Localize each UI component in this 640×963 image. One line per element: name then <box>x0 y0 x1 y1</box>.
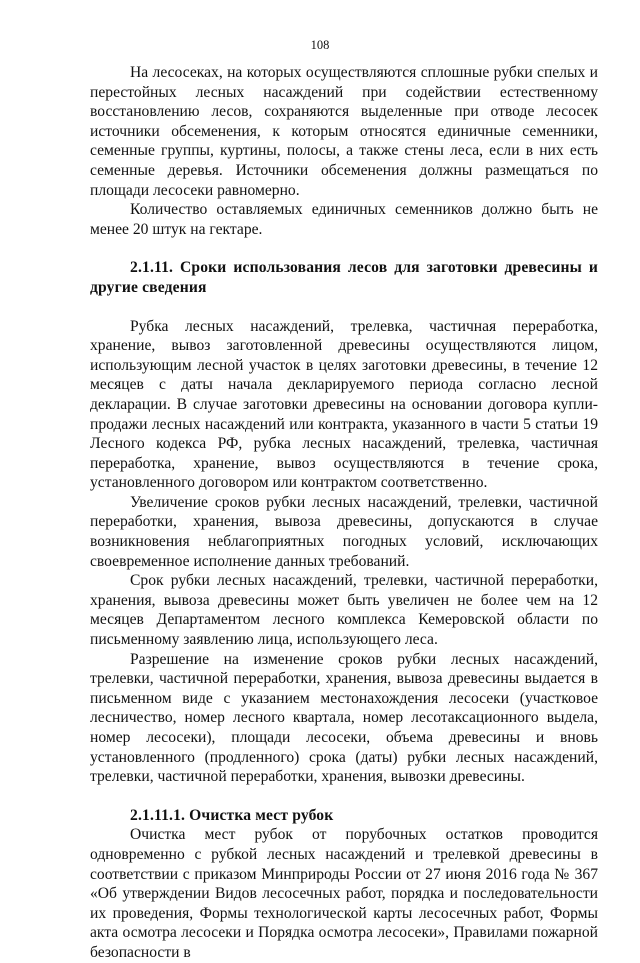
paragraph-site-cleaning: Очистка мест рубок от порубочных остатков проводится одновременно с рубкой лесных насаждений и трелевкой древесины в соответствии с приказом Минприроды России от 27 июня 2016 года № 367 «Об утверждении Видов лесосечных работ, порядка и последовательности их проведения, Формы технологической карты лесосечных работ, Формы акта осмотра лесосеки и Порядка осмотра лесосеки», Правилами пожарной безопасности в <box>90 826 598 961</box>
paragraph-harvest-terms: Рубка лесных насаждений, трелевка, частичная переработка, хранение, вывоз заготовленной древесины осуществляются лицом, использующим лесной участок в целях заготовки древесины, в течение 12 месяцев с даты начала декларируемого периода согласно лесной декларации. В случае заготовки древесины на основании договора купли-продажи лесных насаждений или контракта, указанного в части 5 статьи 19 Лесного кодекса РФ, рубка лесных насаждений, трелевка, частичная переработка, хранение, вывоз осуществляются в течение срока, установленного договором или контрактом соответственно. <box>90 317 598 492</box>
subsection-heading: 2.1.11.1. Очистка мест рубок <box>130 806 334 824</box>
paragraph-extension-limit: Срок рубки лесных насаждений, трелевки, частичной переработки, хранения, вывоза древесины может быть увеличен не более чем на 12 месяцев Департаментом лесного комплекса Кемеровской области по письменному заявлению лица, использующего леса. <box>90 572 598 649</box>
page-content <box>90 63 598 963</box>
paragraph-seed-sources: На лесосеках, на которых осуществляются сплошные рубки спелых и перестойных лесных насаждений при содействии естественному восстановлению лесов, сохраняются выделенные при отводе лесосек источники обсеменения, к которым относятся единичные семенники, семенные группы, куртины, полосы, а также стены леса, если в них есть семенные деревья. Источники обсеменения должны размещаться по площади лесосеки равномерно. <box>90 64 598 199</box>
spacer <box>90 239 598 258</box>
spacer <box>90 298 598 317</box>
paragraph-term-extension: Увеличение сроков рубки лесных насаждений, трелевки, частичной переработки, хранения, вывоза древесины, допускаются в случае возникновения неблагоприятных погодных условий, исключающих своевременное исполнение данных требований. <box>90 493 598 570</box>
page-number: 108 <box>310 38 330 52</box>
section-heading: 2.1.11. Сроки использования лесов для заготовки древесины и другие сведения <box>90 259 598 296</box>
paragraph-extension-permit: Разрешение на изменение сроков рубки лесных насаждений, трелевки, частичной переработки, хранения, вывоза древесины выдается в письменном виде с указанием местонахождения лесосеки (участковое лесничество, номер лесного квартала, номер лесотаксационного выдела, номер лесосеки), площади лесосеки, объема древесины и вновь установленного (продленного) срока (даты) рубки лесных насаждений, трелевки, частичной переработки, хранения, вывозки древесины. <box>90 650 598 786</box>
paragraph-seed-tree-count: Количество оставляемых единичных семенников должно быть не менее 20 штук на гектаре. <box>90 201 598 238</box>
spacer <box>90 787 598 806</box>
